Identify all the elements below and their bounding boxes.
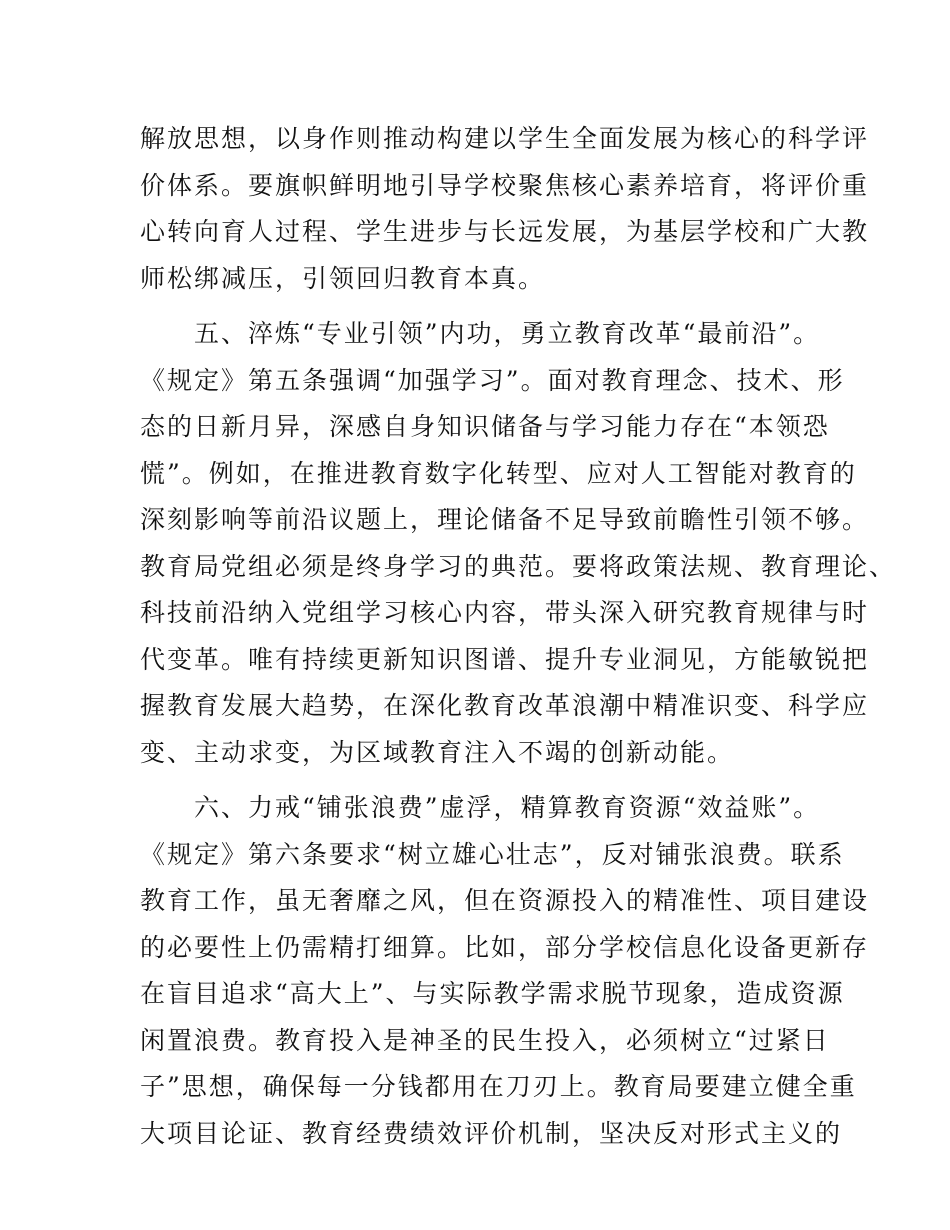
text-line: 闲置浪费。教育投入是神圣的民生投入，必须树立“过紧日 xyxy=(140,1025,830,1055)
section-heading-five: 五、淬炼“专业引领”内功，勇立教育改革“最前沿”。 xyxy=(194,319,821,348)
document-body xyxy=(140,116,897,1157)
text-line: 教育局党组必须是终身学习的典范。要将政策法规、教育理论、 xyxy=(140,551,897,581)
paragraph-evaluation-reform xyxy=(140,116,870,302)
text-line: 在盲目追求“高大上”、与实际教学需求脱节现象，造成资源 xyxy=(140,979,845,1008)
text-line: 《规定》第五条强调“加强学习”。面对教育理念、技术、形 xyxy=(140,365,845,395)
text-line: 代变革。唯有持续更新知识图谱、提升专业洞见，方能敏锐把 xyxy=(140,644,870,674)
text-line: 握教育发展大趋势，在深化教育改革浪潮中精准识变、科学应 xyxy=(140,691,870,720)
text-line: 科技前沿纳入党组学习核心内容，带头深入研究教育规律与时 xyxy=(140,598,870,627)
paragraph-section-five xyxy=(140,311,897,776)
text-line: 子”思想，确保每一分钱都用在刀刃上。教育局要建立健全重 xyxy=(140,1072,857,1101)
text-line: 变、主动求变，为区域教育注入不竭的创新动能。 xyxy=(140,737,735,767)
text-line: 解放思想，以身作则推动构建以学生全面发展为核心的科学评 xyxy=(140,124,870,153)
text-line: 大项目论证、教育经费绩效评价机制，坚决反对形式主义的 xyxy=(140,1118,843,1148)
text-line: 的必要性上仍需精打细算。比如，部分学校信息化设备更新存 xyxy=(140,932,870,962)
text-line: 深刻影响等前沿议题上，理论储备不足导致前瞻性引领不够。 xyxy=(140,505,870,534)
text-line: 《规定》第六条要求“树立雄心壮志”，反对铺张浪费。联系 xyxy=(140,839,845,869)
text-line: 态的日新月异，深感自身知识储备与学习能力存在“本领恐 xyxy=(140,412,830,441)
text-line: 心转向育人过程、学生进步与长远发展，为基层学校和广大教 xyxy=(140,217,870,246)
paragraph-section-six xyxy=(140,785,870,1157)
text-line: 教育工作，虽无奢靡之风，但在资源投入的精准性、项目建设 xyxy=(140,886,870,915)
section-heading-six: 六、力戒“铺张浪费”虚浮，精算教育资源“效益账”。 xyxy=(194,793,821,822)
text-line: 师松绑减压，引领回归教育本真。 xyxy=(140,263,546,293)
text-line: 价体系。要旗帜鲜明地引导学校聚焦核心素养培育，将评价重 xyxy=(140,170,870,200)
text-line: 慌”。例如，在推进教育数字化转型、应对人工智能对教育的 xyxy=(140,458,857,488)
